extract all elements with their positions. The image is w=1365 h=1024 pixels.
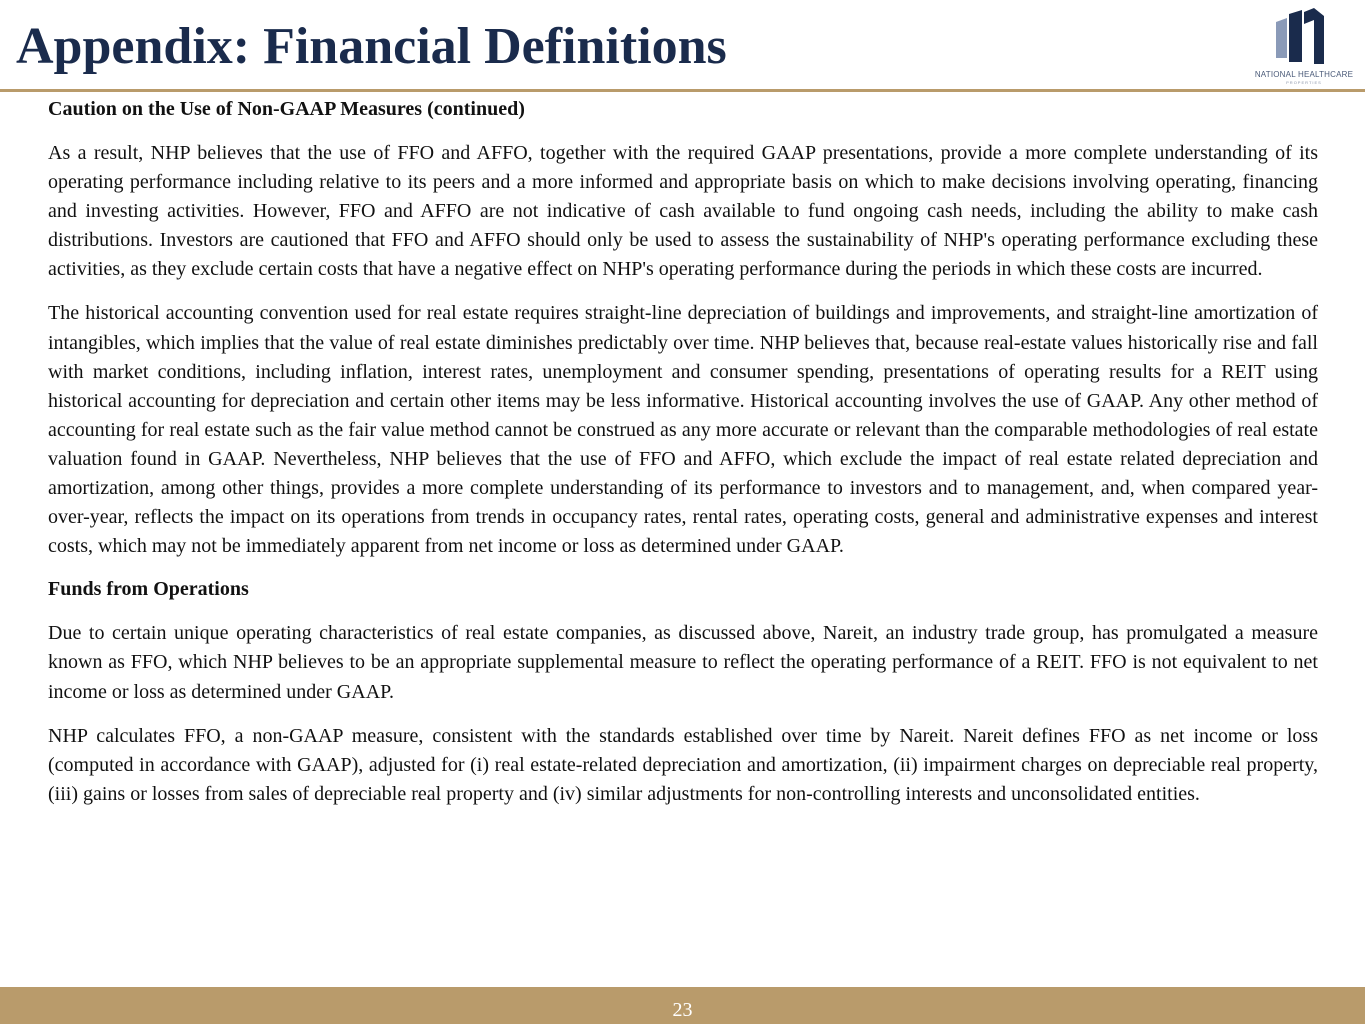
section-heading-ffo: Funds from Operations: [48, 578, 249, 601]
logo-name: NATIONAL HEALTHCARE: [1254, 70, 1354, 79]
main-content: [48, 95, 1318, 809]
building-logo-icon: [1274, 6, 1334, 66]
section-heading-non-gaap: Caution on the Use of Non-GAAP Measures (continued): [48, 98, 525, 120]
paragraph-ffo-affo-usage: As a result, NHP believes that the use of FFO and AFFO, together with the required GAAP presentations, provide a more complete understanding of its operating performance including relative to its peers and a more informed and appropriate basis on which to make decisions involving operating, financing and investing activities. However, FFO and AFFO are not indicative of cash available to fund ongoing cash needs, including the ability to make cash distributions. Investors are cautioned that FFO and AFFO should only be used to assess the sustainability of NHP's operating performance excluding these activities, as they exclude certain costs that have a negative effect on NHP's operating performance during the periods in which these costs are incurred.: [48, 142, 1318, 281]
page-number: 23: [672, 999, 693, 1021]
logo-subtitle: PROPERTIES: [1286, 80, 1322, 85]
page-title: Appendix: Financial Definitions: [16, 18, 727, 75]
header-divider: [0, 89, 1365, 92]
paragraph-nareit-ffo: Due to certain unique operating characteristics of real estate companies, as discussed above, Nareit, an industry trade group, has promulgated a measure known as FFO, which NHP believes to be an appropriate supplemental measure to reflect the operating performance of a REIT. FFO is not equivalent to net income or loss as determined under GAAP.: [48, 622, 1318, 703]
paragraph-historical-accounting: The historical accounting convention used for real estate requires straight-line depreciation of buildings and improvements, and straight-line amortization of intangibles, which implies that the value of real estate diminishes predictably over time. NHP believes that, because real-estate values historically rise and fall with market conditions, including inflation, interest rates, unemployment and consumer spending, presentations of operating results for a REIT using historical accounting for depreciation and certain other items may be less informative. Historical accounting involves the use of GAAP. Any other method of accounting for real estate such as the fair value method cannot be construed as any more accurate or relevant than the comparable methodologies of real estate valuation found in GAAP. Nevertheless, NHP believes that the use of FFO and AFFO, which exclude the impact of real estate related depreciation and amortization, among other things, provides a more complete understanding of its performance to investors and to management, and, when compared year-over-year, reflects the impact on its operations from trends in occupancy rates, rental rates, operating costs, general and administrative expenses and interest costs, which may not be immediately apparent from net income or loss as determined under GAAP.: [48, 302, 1318, 558]
paragraph-ffo-calculation: NHP calculates FFO, a non-GAAP measure, consistent with the standards established over time by Nareit. Nareit defines FFO as net income or loss (computed in accordance with GAAP), adjusted for (i) real estate-related depreciation and amortization, (ii) impairment charges on depreciable real property, (iii) gains or losses from sales of depreciable real property and (iv) similar adjustments for non-controlling interests and unconsolidated entities.: [48, 724, 1318, 805]
company-logo: [1250, 6, 1358, 86]
